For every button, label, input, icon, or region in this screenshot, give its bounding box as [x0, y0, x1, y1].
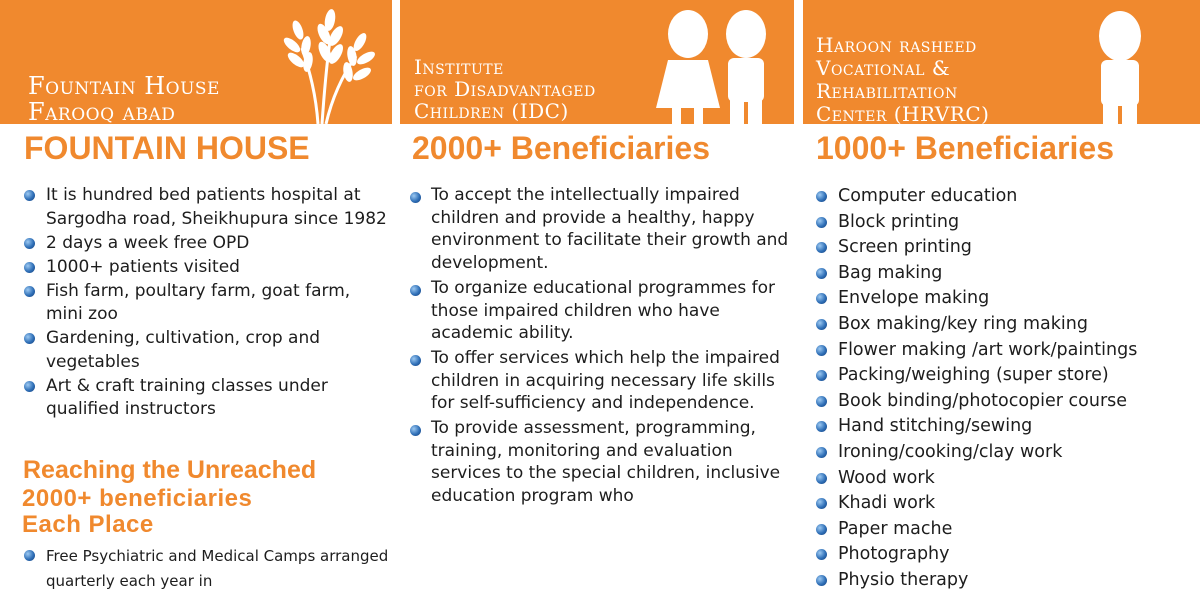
bullet-icon [816, 293, 827, 304]
bullet-icon [410, 355, 421, 366]
bullet-icon [816, 319, 827, 330]
list-item: To offer services which help the impaired children in acquiring necessary life skills for self-sufficiency and independence. [408, 347, 792, 415]
list-item: Screen printing [814, 235, 1200, 261]
panel-heading: FOUNTAIN HOUSE [24, 130, 310, 166]
hrvrc-list [814, 184, 1200, 594]
beneficiaries-count: 2000+ beneficiaries [22, 485, 253, 512]
idc-list [408, 184, 792, 510]
list-item: Photography [814, 542, 1200, 568]
bullet-icon [24, 190, 35, 201]
bullet-icon [816, 524, 827, 535]
list-item: Book binding/photocopier course [814, 389, 1200, 415]
list-item: Computer education [814, 184, 1200, 210]
bullet-icon [816, 242, 827, 253]
bullet-icon [816, 549, 827, 560]
list-item: It is hundred bed patients hospital at Sargodha road, Sheikhupura since 1982 [22, 184, 392, 231]
list-item: Paper mache [814, 517, 1200, 543]
list-item: To accept the intellectually impaired children and provide a healthy, happy environment to facilitate their growth and development. [408, 184, 792, 275]
list-item: Box making/key ring making [814, 312, 1200, 338]
list-item: Wood work [814, 466, 1200, 492]
reaching-unreached-title: Reaching the Unreached [23, 456, 317, 484]
list-item: Hand stitching/sewing [814, 414, 1200, 440]
panel-heading: 1000+ Beneficiaries [816, 130, 1114, 166]
bullet-icon [816, 268, 827, 279]
bullet-icon [816, 217, 827, 228]
fountain-house-list [22, 184, 392, 422]
bullet-icon [410, 425, 421, 436]
bullet-icon [24, 381, 35, 392]
bullet-icon [816, 370, 827, 381]
banner-title: Haroon rasheed Vocational & Rehabilitation Center (HRVRC) [816, 33, 990, 124]
bullet-icon [24, 550, 35, 561]
list-item: Ironing/cooking/clay work [814, 440, 1200, 466]
list-item: Flower making /art work/paintings [814, 338, 1200, 364]
bullet-icon [24, 333, 35, 344]
list-item: Free Psychiatric and Medical Camps arranged quarterly each year in [22, 544, 392, 594]
bullet-icon [816, 191, 827, 202]
list-item: To organize educational programmes for those impaired children who have academic ability. [408, 277, 792, 345]
bullet-icon [816, 396, 827, 407]
children-silhouette-icon [650, 0, 780, 124]
banner-title: Fountain House Farooq abad [28, 72, 220, 124]
child-silhouette-icon [1085, 0, 1155, 124]
bullet-icon [410, 285, 421, 296]
bullet-icon [24, 238, 35, 249]
list-item: Physio therapy [814, 568, 1200, 594]
list-item: Art & craft training classes under qualified instructors [22, 375, 392, 422]
list-item: To provide assessment, programming, training, monitoring and evaluation services to the special children, inclusive education program who [408, 417, 792, 508]
list-item: 2 days a week free OPD [22, 232, 392, 256]
bullet-icon [816, 421, 827, 432]
hrvrc-banner [803, 0, 1200, 124]
bullet-icon [816, 447, 827, 458]
bullet-icon [24, 262, 35, 273]
bullet-icon [24, 286, 35, 297]
list-item: Fish farm, poultary farm, goat farm, mini zoo [22, 280, 392, 327]
wheat-icon [270, 0, 380, 124]
bullet-icon [816, 473, 827, 484]
list-item: Bag making [814, 261, 1200, 287]
list-item: Khadi work [814, 491, 1200, 517]
panel-heading: 2000+ Beneficiaries [412, 130, 710, 166]
fountain-house-banner [0, 0, 392, 124]
banner-title: Institute for Disadvantaged Children (IDC) [414, 55, 596, 123]
list-item: 1000+ patients visited [22, 256, 392, 280]
list-item: Gardening, cultivation, crop and vegetables [22, 327, 392, 374]
idc-banner [400, 0, 794, 124]
bullet-icon [816, 498, 827, 509]
list-item: Packing/weighing (super store) [814, 363, 1200, 389]
bullet-icon [816, 345, 827, 356]
bullet-icon [410, 192, 421, 203]
list-item: Block printing [814, 210, 1200, 236]
bullet-icon [816, 575, 827, 586]
idc-panel [400, 0, 794, 600]
fountain-house-panel [0, 0, 392, 600]
hrvrc-panel [803, 0, 1200, 600]
each-place-label: Each Place [22, 511, 154, 538]
camps-list [22, 544, 392, 594]
list-item: Envelope making [814, 286, 1200, 312]
